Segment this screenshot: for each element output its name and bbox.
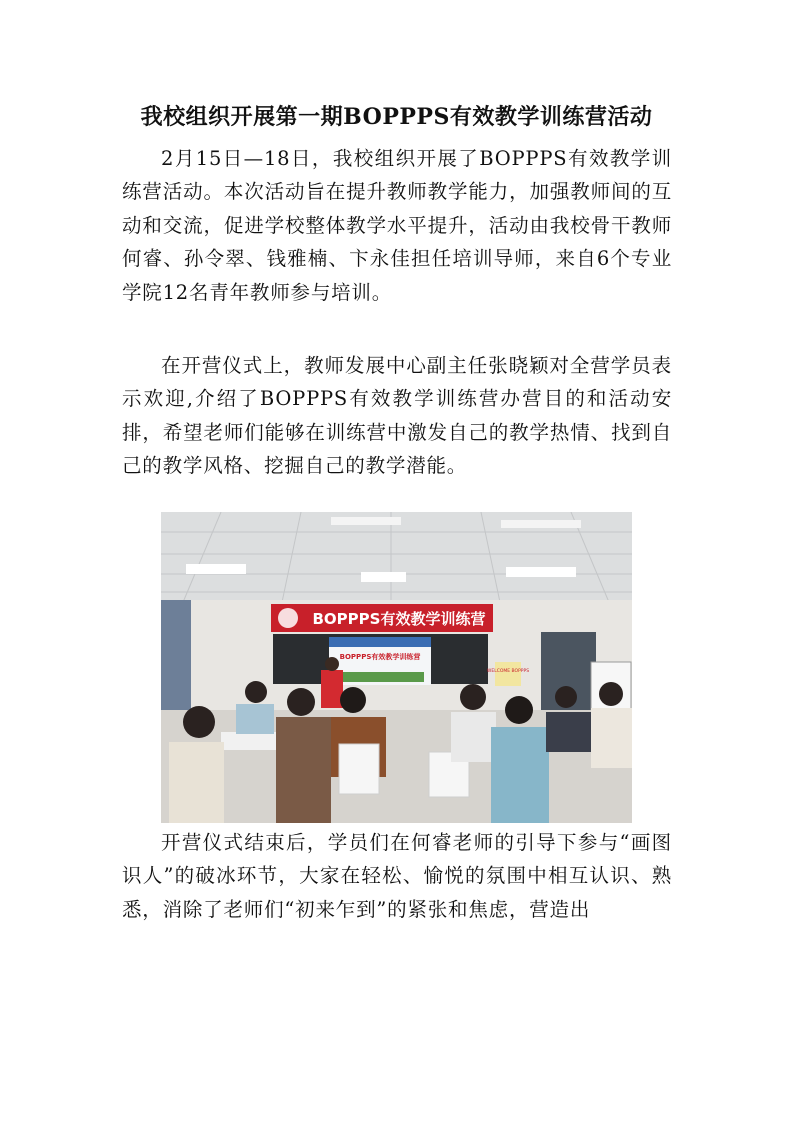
welcome-sign [495, 662, 521, 686]
event-photo [161, 512, 632, 823]
paragraph-3: 开营仪式结束后，学员们在何睿老师的引导下参与“画图识人”的破冰环节，大家在轻松、愉悦的氛围中相互认识、熟悉，消除了老师们“初来乍到”的紧张和焦虑，营造出 [122, 831, 672, 921]
speaker-figure [321, 670, 343, 708]
document-title: 我校组织开展第一期BOPPPS有效教学训练营活动 [140, 104, 653, 130]
banner-text: BOPPPS有效教学训练营 [312, 610, 486, 628]
screen-text: BOPPPS有效教学训练营 [339, 653, 421, 661]
paragraph-2: 在开营仪式上，教师发展中心副主任张晓颖对全营学员表示欢迎,介绍了BOPPPS有效教学训练营办营目的和活动安排，希望老师们能够在训练营中激发自己的教学热情、找到自己的教学风格、挖掘自己的教学潜能。 [122, 354, 672, 478]
paragraph-1: 2月15日—18日，我校组织开展了BOPPPS有效教学训练营活动。本次活动旨在提升教师教学能力，加强教师间的互动和交流，促进学校整体教学水平提升，活动由我校骨干教师何睿、孙令翠、钱雅楠、卞永佳担任培训导师，来自6个专业学院12名青年教师参与培训。 [122, 147, 672, 304]
sign-text: WELCOME BOPPPS [486, 669, 530, 674]
